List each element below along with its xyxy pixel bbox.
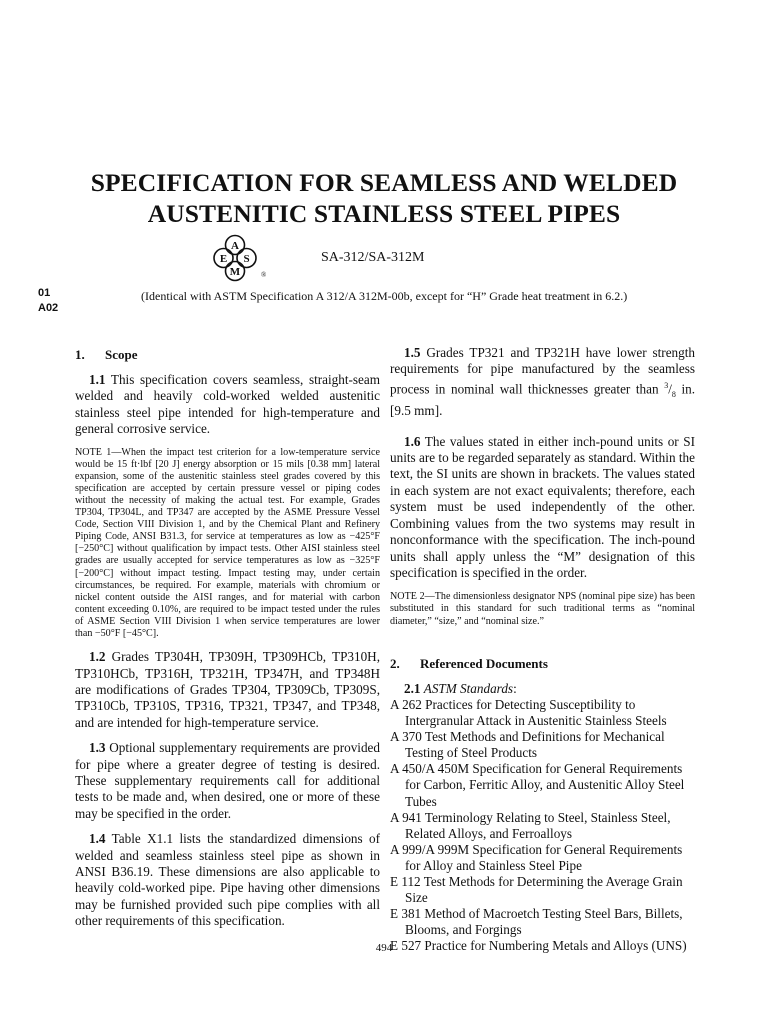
document-title	[0, 167, 768, 229]
paragraph-1-4-text: Table X1.1 lists the standardized dimensions of welded and seamless stainless steel pipe as shown in ANSI B36.19. These dimensions are also applicable to heavily cold-worked pipe. Pipe having other dimensions may be furnished provided such pipe complies with all other requirements of this specification.	[75, 831, 380, 929]
paragraph-1-6	[390, 434, 695, 582]
logo-letter-a: A	[231, 240, 239, 252]
paragraph-1-1	[75, 372, 380, 438]
title-line-1: SPECIFICATION FOR SEAMLESS AND WELDED	[90, 168, 678, 197]
logo-letter-e: E	[219, 253, 228, 265]
note-2: NOTE 2—The dimensionless designator NPS (nominal pipe size) has been substituted in this standard for such traditional terms as “nominal diameter,” “size,” and “nominal size.”	[390, 591, 695, 627]
left-column	[75, 345, 380, 930]
list-item: A 262 Practices for Detecting Susceptibility to Intergranular Attack in Austenitic Stainless Steels	[390, 697, 667, 729]
paragraph-1-6-text: The values stated in either inch-pound units or SI units are to be regarded separately as standard. Within the text, the SI units are shown in brackets. The values stated in each system are not exact equivalents; therefore, each system must be used independently of the other. Combining values from the two systems may result in nonconformance with the specification. The inch-pound units shall apply unless the “M” designation of this specification is specified in the order.	[390, 433, 695, 580]
page-number: 494	[375, 942, 393, 954]
paragraph-1-4-number: 1.4	[89, 831, 106, 847]
fraction-denominator: 8	[671, 389, 676, 399]
right-column	[390, 345, 695, 955]
paragraph-1-1-number: 1.1	[89, 372, 106, 387]
paragraph-1-2-number: 1.2	[89, 649, 106, 665]
paragraph-1-3	[75, 740, 380, 822]
astm-standards-colon: :	[513, 680, 517, 696]
margin-note-line-1: 01	[38, 287, 51, 299]
section-2-title: Referenced Documents	[420, 655, 548, 671]
section-2-heading	[390, 656, 695, 672]
paragraph-1-3-number: 1.3	[89, 740, 106, 756]
revision-margin-note	[38, 286, 58, 316]
astm-standards-label: ASTM Standards	[423, 680, 514, 696]
list-item: E 112 Test Methods for Determining the Average Grain Size	[390, 874, 683, 906]
paragraph-1-4	[75, 831, 380, 929]
paragraph-1-3-text: Optional supplementary requirements are provided for pipe where a greater degree of testing is desired. These supplementary requirements call for additional tests to be made and, when desired, one or more of these may be specified in the order.	[75, 740, 380, 821]
paragraph-1-6-number: 1.6	[404, 433, 421, 449]
title-line-2: AUSTENITIC STAINLESS STEEL PIPES	[147, 199, 621, 228]
asme-logo-icon	[200, 233, 270, 283]
list-item: A 450/A 450M Specification for General Requirements for Carbon, Ferritic Alloy, and Austenitic Alloy Steel Tubes	[390, 761, 685, 809]
list-item: A 999/A 999M Specification for General Requirements for Alloy and Stainless Steel Pipe	[390, 841, 683, 873]
paragraph-1-2	[75, 649, 380, 731]
list-item: E 527 Practice for Numbering Metals and Alloys (UNS)	[390, 938, 687, 954]
paragraph-1-2-text: Grades TP304H, TP309H, TP309HCb, TP310H, TP310HCb, TP316H, TP321H, TP347H, and TP348H are modifications of Grades TP304, TP309Cb, TP309S, TP310Cb, TP310S, TP316, TP321, TP347, and TP348, and are intended for high-temperature service.	[75, 649, 380, 730]
paragraph-1-5: 1.5 Grades TP321 and TP321H have lower strength requirements for pipe manufactured by the seamless process in nominal wall thicknesses greater than $^3/_8$ in. [9.5 mm].	[390, 345, 695, 419]
list-item: A 370 Test Methods and Definitions for Mechanical Testing of Steel Products	[390, 729, 665, 761]
note-1: NOTE 1—When the impact test criterion for a low-temperature service would be 15 ft·lbf [20 J] energy absorption or 15 mils [0.38 mm] lateral expansion, some of the austenitic stainless steel grades covered by this specification are accepted by certain pressure vessel or piping codes without the necessity of making the actual test. For example, Grades TP304, TP304L, and TP347 are accepted by the ASME Pressure Vessel Code, Section VIII Division 1, and by the Chemical Plant and Refinery Piping Code, ANSI B31.3, for service at temperatures as low as −425°F [−250°C] without qualification by impact tests. Other AISI stainless steel grades are usually accepted for service temperatures as low as −325°F [−200°C] without impact testing. Impact testing may, under certain circumstances, be required. For example, materials with chromium or nickel content outside the AISI ranges, and for material with carbon content exceeding 0.10%, are required to be impact tested under the rules of ASME Section VIII Division 1 when service temperatures are lower than −50°F [−45°C].	[75, 446, 380, 640]
registered-mark: ®	[261, 271, 267, 279]
logo-letter-s: S	[243, 253, 250, 265]
paragraph-1-1-text: This specification covers seamless, straight-seam welded and heavily cold-worked welded austenitic stainless steel pipe intended for high-temperature and general corrosive service.	[75, 372, 380, 437]
list-item: E 381 Method of Macroetch Testing Steel Bars, Billets, Blooms, and Forgings	[390, 906, 683, 938]
section-1-heading	[75, 347, 380, 363]
fraction-numerator: 3	[664, 380, 669, 390]
paragraph-2-1-number: 2.1	[404, 680, 421, 696]
designation: SA-312/SA-312M	[321, 250, 425, 265]
paragraph-1-5-text-b: in. [9.5 mm].	[390, 381, 695, 419]
identical-note: (Identical with ASTM Specification A 312/A 312M-00b, except for “H” Grade heat treatment in 6.2.)	[141, 289, 628, 303]
list-item: A 941 Terminology Relating to Steel, Stainless Steel, Related Alloys, and Ferroalloys	[390, 809, 671, 841]
section-2-number: 2.	[390, 655, 400, 671]
paragraph-1-5-text-a: Grades TP321 and TP321H have lower strength requirements for pipe manufactured by the seamless process in nominal wall thicknesses greater than	[390, 345, 695, 397]
paragraph-1-5-number: 1.5	[404, 345, 421, 360]
section-1-number: 1.	[75, 347, 85, 362]
section-1-title: Scope	[105, 347, 138, 362]
paragraph-2-1	[390, 681, 695, 697]
logo-letter-m: M	[229, 266, 241, 278]
referenced-documents-list	[390, 697, 695, 955]
margin-note-line-2: A02	[38, 302, 59, 314]
